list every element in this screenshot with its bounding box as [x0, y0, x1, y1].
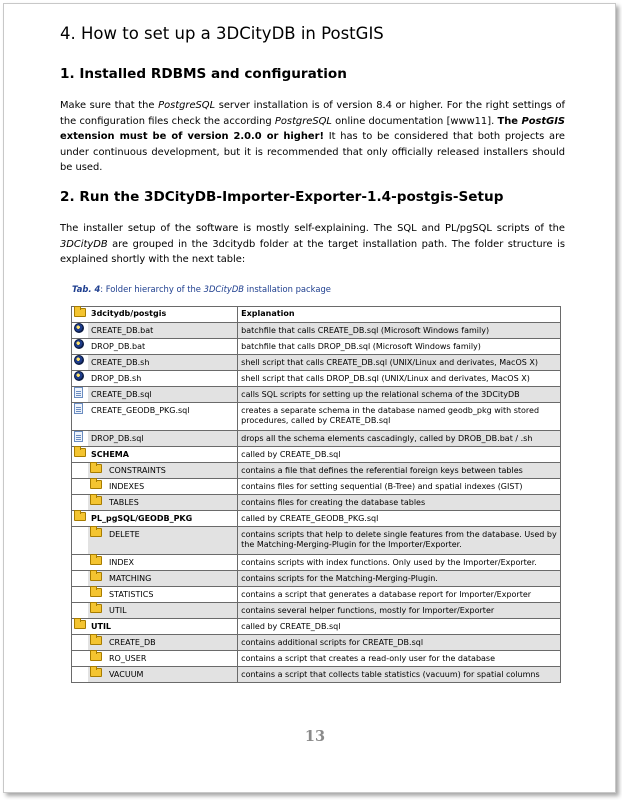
- row-subicon-cell: [88, 527, 106, 555]
- row-explanation: shell script that calls CREATE_DB.sql (UNIX/Linux and derivates, MacOS X): [238, 355, 561, 371]
- sql-icon: [74, 431, 83, 442]
- row-name: DELETE: [106, 527, 238, 555]
- row-subicon-cell: [88, 571, 106, 587]
- folder-icon: [90, 668, 102, 677]
- table-row: [72, 495, 561, 511]
- table-row: [72, 555, 561, 571]
- row-subicon-cell: [88, 667, 106, 683]
- section-title-rdbms: 1. Installed RDBMS and configuration: [60, 66, 347, 82]
- folder-icon: [74, 512, 86, 521]
- row-name: UTIL: [106, 603, 238, 619]
- table-row: [72, 339, 561, 355]
- row-explanation: contains a script that generates a database report for Importer/Exporter: [238, 587, 561, 603]
- row-subicon-cell: [88, 635, 106, 651]
- row-name: MATCHING: [106, 571, 238, 587]
- row-icon-cell: [72, 603, 89, 619]
- row-name: DROP_DB.sh: [88, 371, 238, 387]
- row-explanation: contains additional scripts for CREATE_DB.sql: [238, 635, 561, 651]
- row-name: CREATE_GEODB_PKG.sql: [88, 403, 238, 431]
- caption-label: Tab. 4: [72, 284, 101, 294]
- table-caption: [72, 284, 331, 294]
- table-row: [72, 527, 561, 555]
- table-row: [72, 511, 561, 527]
- row-icon-cell: [72, 571, 89, 587]
- row-explanation: batchfile that calls CREATE_DB.sql (Microsoft Windows family): [238, 323, 561, 339]
- row-icon-cell: [72, 479, 89, 495]
- table-row: [72, 447, 561, 463]
- text-run: The installer setup of the software is mostly self-explaining. The SQL and PL/pgSQL scripts of the: [60, 223, 565, 234]
- row-name: DROP_DB.sql: [88, 431, 238, 447]
- text-run: are grouped in the 3dcitydb folder at the target installation path. The folder structure is explained shortly with the next table:: [60, 238, 565, 266]
- row-explanation: contains files for setting sequential (B-Tree) and spatial indexes (GIST): [238, 479, 561, 495]
- bat-icon: [74, 371, 84, 381]
- sql-icon: [74, 387, 83, 398]
- paragraph-rdbms: [60, 98, 565, 176]
- row-explanation: drops all the schema elements cascadingly, called by DROB_DB.bat / .sh: [238, 431, 561, 447]
- row-name: RO_USER: [106, 651, 238, 667]
- row-icon-cell: [72, 587, 89, 603]
- folder-hierarchy-table: [71, 306, 561, 683]
- table-body: [72, 323, 561, 683]
- row-icon-cell: [72, 463, 89, 479]
- folder-icon: [74, 620, 86, 629]
- row-name: UTIL: [88, 619, 238, 635]
- folder-icon: [90, 604, 102, 613]
- folder-icon: [90, 588, 102, 597]
- folder-icon: [90, 496, 102, 505]
- row-icon-cell: [72, 667, 89, 683]
- row-name: INDEX: [106, 555, 238, 571]
- row-icon-cell: [72, 355, 89, 371]
- folder-icon: [90, 572, 102, 581]
- row-explanation: contains scripts with index functions. Only used by the Importer/Exporter.: [238, 555, 561, 571]
- row-icon-cell: [72, 447, 89, 463]
- row-icon-cell: [72, 527, 89, 555]
- folder-icon: [90, 636, 102, 645]
- row-name: STATISTICS: [106, 587, 238, 603]
- caption-text: 3DCityDB: [203, 284, 245, 294]
- bat-icon: [74, 339, 84, 349]
- text-run: The: [497, 115, 522, 127]
- row-name: CREATE_DB.sql: [88, 387, 238, 403]
- chapter-title: 4. How to set up a 3DCityDB in PostGIS: [60, 24, 384, 43]
- row-icon-cell: [72, 495, 89, 511]
- row-explanation: called by CREATE_DB.sql: [238, 447, 561, 463]
- document-page: [3, 3, 616, 793]
- folder-icon: [90, 528, 102, 537]
- row-name: DROP_DB.bat: [88, 339, 238, 355]
- row-name: CREATE_DB.sh: [88, 355, 238, 371]
- text-run: extension must be of version 2.0.0 or higher!: [60, 131, 324, 143]
- text-run: It has to be considered that both projects are under continuous development, but it is recommended that only officially released installers should be used.: [60, 131, 566, 174]
- row-explanation: called by CREATE_DB.sql: [238, 619, 561, 635]
- section-title-setup: 2. Run the 3DCityDB-Importer-Exporter-1.4-postgis-Setup: [60, 189, 504, 205]
- row-explanation: shell script that calls DROP_DB.sql (UNIX/Linux and derivates, MacOS X): [238, 371, 561, 387]
- row-explanation: contains scripts for the Matching-Merging-Plugin.: [238, 571, 561, 587]
- row-name: TABLES: [106, 495, 238, 511]
- row-name: VACUUM: [106, 667, 238, 683]
- row-subicon-cell: [88, 603, 106, 619]
- row-subicon-cell: [88, 495, 106, 511]
- folder-icon: [90, 556, 102, 565]
- row-icon-cell: [72, 555, 89, 571]
- row-name: CREATE_DB: [106, 635, 238, 651]
- folder-icon: [90, 480, 102, 489]
- row-explanation: contains a script that creates a read-only user for the database: [238, 651, 561, 667]
- caption-text: : Folder hierarchy of the: [100, 284, 204, 294]
- row-icon-cell: [72, 387, 89, 403]
- table-row: [72, 371, 561, 387]
- row-explanation: creates a separate schema in the database named geodb_pkg with stored procedures, called by CREATE_DB.sql: [238, 403, 561, 431]
- header-icon-cell: [72, 307, 89, 323]
- row-name: SCHEMA: [88, 447, 238, 463]
- table-row: [72, 635, 561, 651]
- row-explanation: contains a file that defines the referential foreign keys between tables: [238, 463, 561, 479]
- table-row: [72, 667, 561, 683]
- row-subicon-cell: [88, 463, 106, 479]
- table-row: [72, 323, 561, 339]
- caption-text: installation package: [244, 284, 331, 294]
- row-subicon-cell: [88, 479, 106, 495]
- row-explanation: contains a script that collects table statistics (vacuum) for spatial columns: [238, 667, 561, 683]
- text-run: server installation is of version 8.4 or higher. For the right settings of the configuration files check the according: [60, 100, 566, 127]
- header-explanation: Explanation: [238, 307, 561, 323]
- text-run: Make sure that the: [60, 100, 159, 111]
- row-icon-cell: [72, 635, 89, 651]
- row-explanation: calls SQL scripts for setting up the relational schema of the 3DCityDB: [238, 387, 561, 403]
- row-explanation: contains scripts that help to delete single features from the database. Used by the Matching-Merging-Plugin for the Importer/Exporter.: [238, 527, 561, 555]
- row-icon-cell: [72, 511, 89, 527]
- row-subicon-cell: [88, 651, 106, 667]
- row-explanation: contains several helper functions, mostly for Importer/Exporter: [238, 603, 561, 619]
- row-icon-cell: [72, 339, 89, 355]
- row-icon-cell: [72, 323, 89, 339]
- folder-icon: [74, 308, 86, 317]
- row-subicon-cell: [88, 587, 106, 603]
- row-name: PL_pgSQL/GEODB_PKG: [88, 511, 238, 527]
- table-row: [72, 403, 561, 431]
- table-row: [72, 619, 561, 635]
- bat-icon: [74, 355, 84, 365]
- row-explanation: called by CREATE_GEODB_PKG.sql: [238, 511, 561, 527]
- row-name: INDEXES: [106, 479, 238, 495]
- table-row: [72, 479, 561, 495]
- row-icon-cell: [72, 371, 89, 387]
- row-name: CONSTRAINTS: [106, 463, 238, 479]
- text-run: online documentation [www11].: [331, 115, 498, 127]
- table-row: [72, 355, 561, 371]
- text-run: PostgreSQL: [158, 100, 216, 111]
- header-name: 3dcitydb/postgis: [88, 307, 238, 323]
- row-icon-cell: [72, 619, 89, 635]
- text-run: 3DCityDB: [60, 238, 108, 250]
- row-subicon-cell: [88, 555, 106, 571]
- text-run: PostGIS: [521, 115, 566, 127]
- table-row: [72, 587, 561, 603]
- folder-icon: [90, 652, 102, 661]
- table-header-row: [72, 307, 561, 323]
- text-run: PostgreSQL: [274, 115, 332, 127]
- page-number: 13: [304, 728, 326, 745]
- row-explanation: contains files for creating the database tables: [238, 495, 561, 511]
- folder-icon: [74, 448, 86, 457]
- paragraph-setup: [60, 221, 565, 268]
- table-row: [72, 571, 561, 587]
- table-row: [72, 603, 561, 619]
- bat-icon: [74, 323, 84, 333]
- table-row: [72, 387, 561, 403]
- folder-icon: [90, 464, 102, 473]
- row-icon-cell: [72, 431, 89, 447]
- row-icon-cell: [72, 403, 89, 431]
- row-name: CREATE_DB.bat: [88, 323, 238, 339]
- row-explanation: batchfile that calls DROP_DB.sql (Microsoft Windows family): [238, 339, 561, 355]
- table-row: [72, 431, 561, 447]
- table-row: [72, 651, 561, 667]
- row-icon-cell: [72, 651, 89, 667]
- table-row: [72, 463, 561, 479]
- sql-icon: [74, 403, 83, 414]
